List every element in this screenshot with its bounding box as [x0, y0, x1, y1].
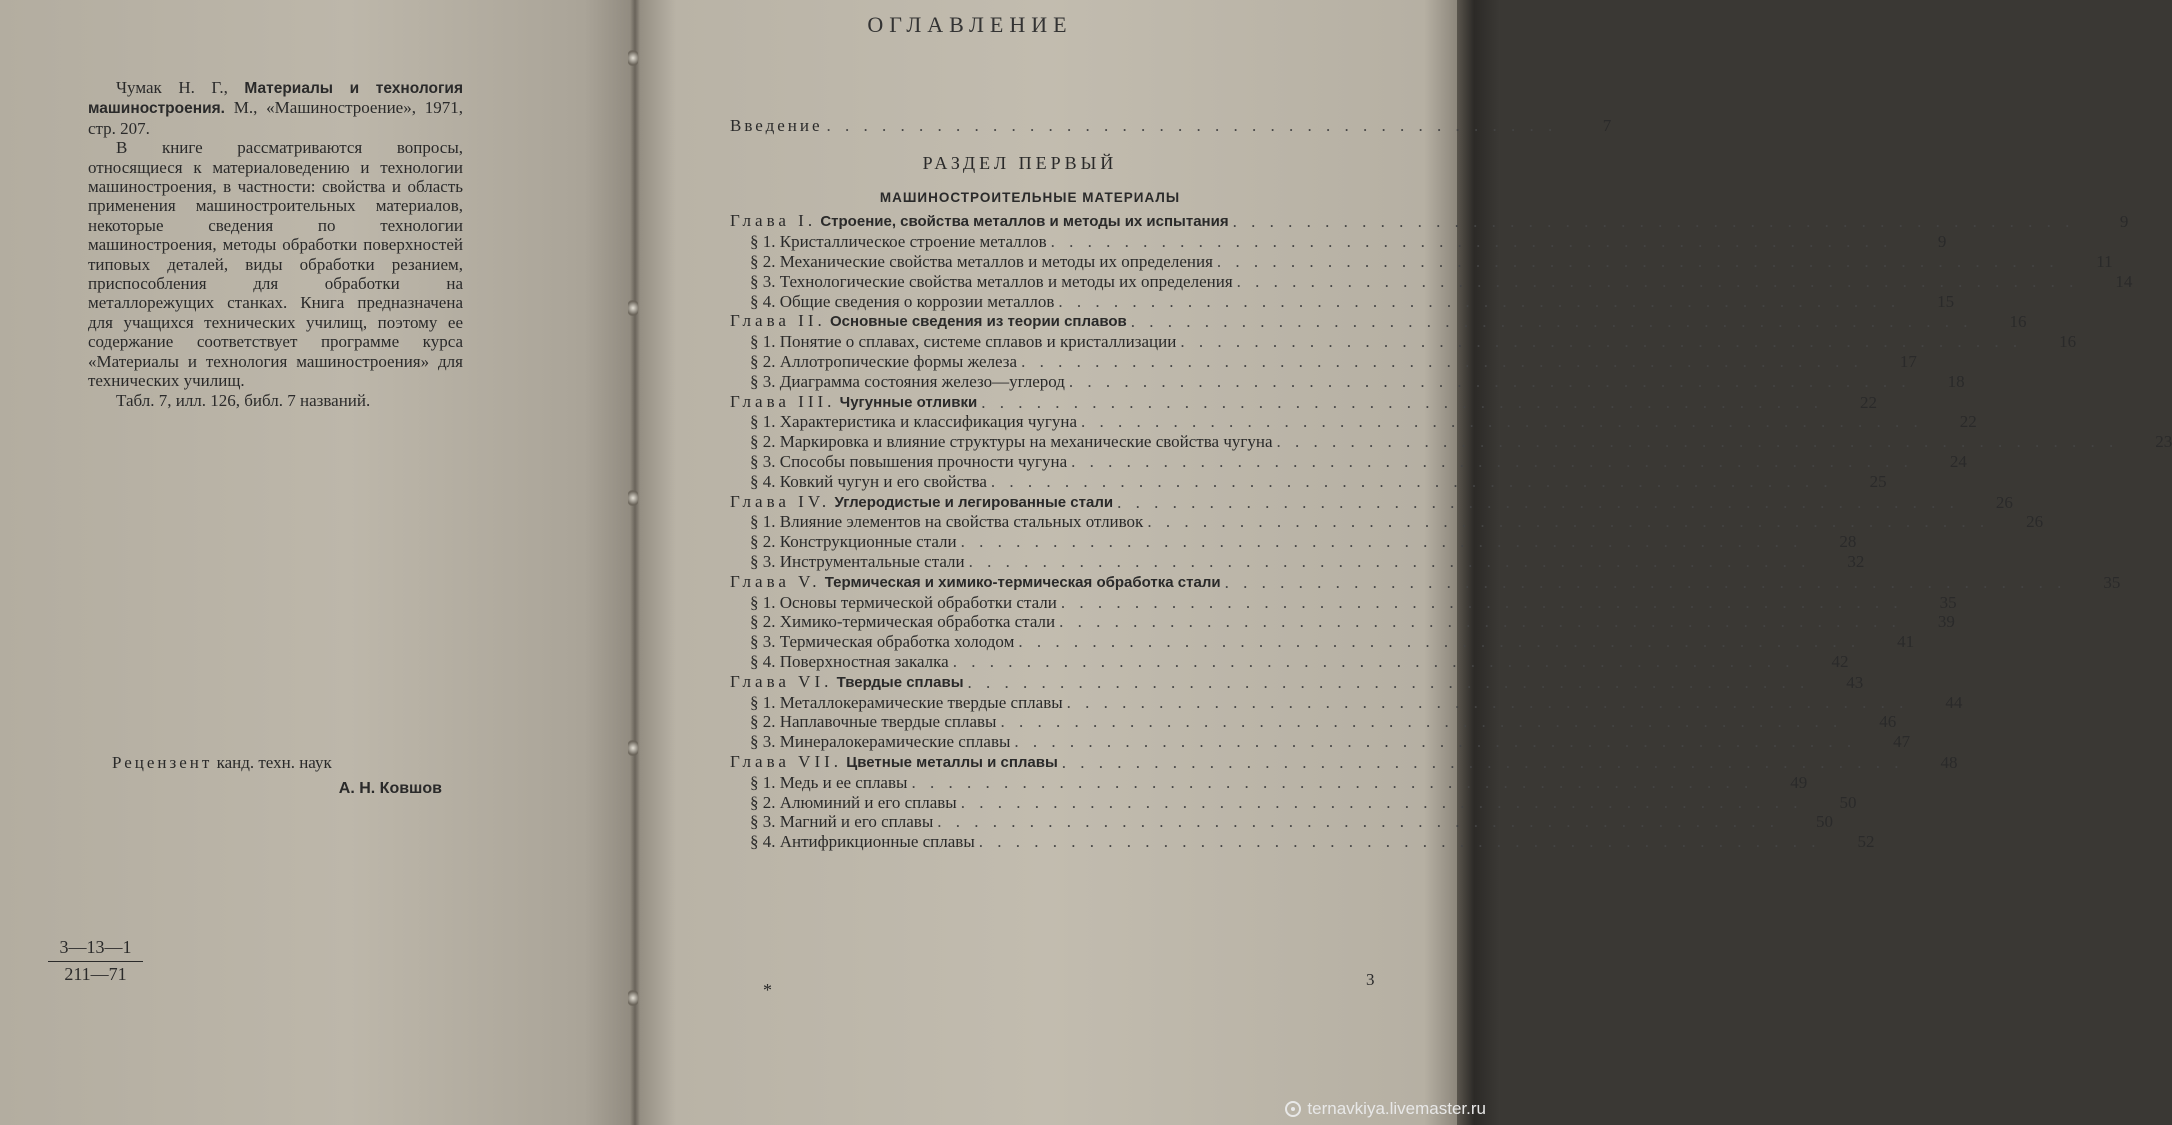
toc-section-text: [750, 232, 1047, 252]
toc-section-title: Общие сведения о коррозии металлов: [779, 291, 1055, 311]
toc-section-title: Магний и его сплавы: [779, 812, 934, 832]
toc-section-num: § 3.: [750, 632, 776, 652]
leader-dots: . . . . . . . . . . . . . . . . . . . . . . . . . . . . . . . . . . . . . . . . . . . . . .: [1276, 432, 2119, 452]
toc-section-page: 17: [1899, 351, 1917, 371]
leader-dots: . . . . . . . . . . . . . . . . . . . . . . . . . . . . . . . . . . . . . . . . . . . . . .: [1059, 612, 1901, 632]
toc-section-num: § 2.: [750, 792, 776, 812]
toc-chapter-title: Строение, свойства металлов и методы их испытания: [820, 213, 1229, 231]
toc-section-num: § 2.: [750, 432, 776, 452]
toc-section-num: § 3.: [750, 551, 776, 571]
toc-section-row: [730, 792, 1857, 813]
toc-section-row: [730, 512, 2044, 532]
toc-section-num: § 4.: [750, 471, 776, 491]
reviewer-name: А. Н. Ковшов: [338, 780, 442, 797]
toc-section-row: [730, 432, 2172, 452]
toc-chapter-title: Твердые сплавы: [836, 673, 964, 691]
toc-section-page: 47: [1893, 732, 1911, 752]
toc-section-num: § 3.: [750, 271, 776, 291]
toc-section-title: Инструментальные стали: [779, 551, 965, 571]
toc-section-row: [730, 451, 1967, 472]
catalog-code: [48, 935, 143, 986]
toc-section-num: § 3.: [750, 732, 776, 752]
toc-section-page: 42: [1831, 651, 1849, 671]
leader-dots: . . . . . . . . . . . . . . . . . . . . . . . . . . . . . . . . . . . . . . . . . . . . . .: [1018, 632, 1861, 652]
toc-section-row: [730, 632, 1915, 652]
toc-section-num: § 3.: [750, 451, 776, 471]
abstract-title: Материалы и технология машиностроения.: [88, 80, 463, 118]
leader-dots: . . . . . . . . . . . . . . . . . . . . . . . . . . . . . . . . . . . . . . . . . . . . . .: [1071, 451, 1913, 471]
toc-section-page: 49: [1790, 772, 1808, 792]
toc-section-page: 22: [1959, 412, 1977, 432]
leader-dots: . . . . . . . . . . . . . . . . . . . . . . . . . . . . . . . . . . . . . . . .: [826, 116, 1558, 135]
toc-section-row: [730, 471, 1887, 492]
leader-dots: . . . . . . . . . . . . . . . . . . . . . . . . . . . . . . . . . . . . . . . . . . . . . .: [952, 651, 1795, 671]
toc-chapter-text: [730, 311, 1127, 332]
reviewer-label: Рецензент: [112, 753, 213, 772]
toc-section-page: 26: [2026, 512, 2044, 532]
toc-chapter-page: 35: [2103, 572, 2121, 592]
toc-section-row: [730, 291, 1955, 312]
toc-section-text: [750, 812, 933, 832]
toc-section-page: 50: [1816, 812, 1833, 832]
toc-section-row: [730, 712, 1897, 732]
toc-section-page: 41: [1897, 632, 1915, 652]
toc-chapter-row: [730, 571, 2121, 593]
toc-intro-page: 7: [1602, 116, 1612, 135]
toc-section-row: [730, 812, 1833, 832]
toc-section-text: [750, 632, 1014, 652]
toc-section-page: 46: [1879, 712, 1897, 732]
toc-section-text: [750, 652, 949, 672]
toc-section-page: 32: [1847, 551, 1865, 571]
page-number: 3: [1366, 970, 1375, 989]
toc-section-text: [750, 272, 1233, 292]
leader-dots: . . . . . . . . . . . . . . . . . . . . . . . . . . . . . . . . . . . . . . . . . . . . . .: [1000, 712, 1843, 732]
toc-section-page: 50: [1839, 792, 1857, 812]
toc-section-row: [730, 532, 1857, 552]
toc-chapter-label: Глава III.: [730, 391, 836, 411]
toc-section-text: [750, 593, 1057, 613]
toc-section-row: [730, 612, 1955, 632]
toc-chapter-label: Глава VII.: [730, 751, 843, 771]
table-of-contents: [730, 116, 2172, 852]
toc-chapter-row: [730, 391, 1877, 413]
toc-section-text: [750, 252, 1213, 272]
toc-section-text: [750, 332, 1176, 352]
bibliographic-abstract: [88, 78, 463, 410]
toc-title: ОГЛАВЛЕНИЕ: [867, 12, 1073, 37]
toc-section-row: [730, 692, 1963, 713]
toc-section-page: 23: [2155, 432, 2172, 452]
leader-dots: . . . . . . . . . . . . . . . . . . . . . . . . . . . . . . . . . . . . . . . . . . . . . .: [981, 392, 1823, 412]
toc-chapter-row: [730, 671, 1864, 693]
toc-section-page: 11: [2096, 251, 2113, 271]
leader-dots: . . . . . . . . . . . . . . . . . . . . . . . . . . . . . . . . . . . . . . . . . . . . . .: [1061, 752, 1904, 772]
toc-section-row: [730, 251, 2113, 272]
toc-section-page: 16: [2059, 332, 2077, 352]
toc-section-page: 9: [1937, 232, 1947, 252]
toc-section-title: Характеристика и классификация чугуна: [779, 412, 1078, 432]
toc-section-page: 24: [1949, 451, 1967, 471]
toc-section-text: [750, 612, 1055, 632]
toc-section-num: § 2.: [750, 612, 776, 632]
binding-stitch: [628, 490, 638, 506]
toc-section-row: [730, 232, 1947, 252]
toc-chapter-text: [730, 211, 1229, 232]
leader-dots: . . . . . . . . . . . . . . . . . . . . . . . . . . . . . . . . . . . . . . . . . . . . . .: [960, 792, 1803, 812]
leader-dots: . . . . . . . . . . . . . . . . . . . . . . . . . . . . . . . . . . . . . . . . . . . . . .: [1014, 732, 1857, 752]
toc-section-row: [730, 371, 1965, 392]
toc-section-page: 18: [1947, 371, 1965, 391]
toc-chapter-label: Глава IV.: [730, 491, 831, 511]
toc-section-text: [750, 512, 1143, 532]
toc-section-num: § 2.: [750, 251, 776, 271]
toc-chapter-page: 48: [1940, 752, 1958, 772]
watermark-text: ternavkiya.livemaster.ru: [1307, 1099, 1486, 1118]
toc-section-page: 25: [1869, 471, 1887, 491]
toc-section-text: [750, 472, 987, 492]
toc-section-num: § 4.: [750, 291, 776, 311]
toc-section-title: Антифрикционные сплавы: [779, 832, 975, 852]
toc-section-row: [730, 832, 1875, 852]
toc-section-row: [730, 351, 1917, 372]
toc-section-row: [730, 271, 2133, 292]
toc-section-title: Медь и ее сплавы: [779, 772, 908, 792]
toc-section-text: [750, 372, 1065, 392]
leader-dots: . . . . . . . . . . . . . . . . . . . . . . . . . . . . . . . . . . . . . . . . . . . . . .: [1021, 351, 1863, 371]
toc-section-text: [750, 432, 1273, 452]
toc-section-title: Основы термической обработки стали: [779, 592, 1057, 612]
toc-section-text: [750, 793, 957, 813]
toc-chapter-label: Глава V.: [730, 571, 821, 591]
toc-section-num: § 4.: [750, 651, 776, 671]
toc-section-row: [730, 332, 2077, 352]
toc-section-row: [730, 551, 1865, 572]
toc-chapter-row: [730, 491, 2013, 513]
leader-dots: . . . . . . . . . . . . . . . . . . . . . . . . . . . . . . . . . . . . . . . . . . . . . .: [1147, 512, 1990, 532]
toc-section-num: § 4.: [750, 832, 776, 852]
catalog-code-bottom: 211—71: [64, 964, 127, 984]
toc-section-title: Термическая обработка холодом: [779, 632, 1015, 652]
toc-chapter-title: Цветные металлы и сплавы: [846, 753, 1058, 771]
toc-section-page: 15: [1937, 291, 1955, 311]
toc-section-title: Кристаллическое строение металлов: [779, 232, 1047, 252]
toc-chapter-text: [730, 752, 1058, 773]
toc-section-title: Способы повышения прочности чугуна: [779, 451, 1068, 471]
abstract-publisher: М., «Машиностроение», 1971, стр. 207.: [88, 98, 464, 138]
leader-dots: . . . . . . . . . . . . . . . . . . . . . . . . . . . . . . . . . . . . . . . . . . . . . .: [937, 812, 1779, 832]
toc-section-title: Алюминий и его сплавы: [779, 792, 957, 812]
leader-dots: . . . . . . . . . . . . . . . . . . . . . . . . . . . . . . . . . . . . . . . . . . . . . .: [911, 772, 1754, 792]
toc-chapter-page: 9: [2119, 212, 2129, 232]
binding-stitch: [628, 50, 638, 66]
toc-chapter-page: 26: [1995, 492, 2013, 512]
toc-section-title: Технологические свойства металлов и методы их определения: [779, 271, 1233, 291]
leader-dots: . . . . . . . . . . . . . . . . . . . . . . . . . . . . . . . . . . . . . . . . . . . . . .: [1130, 312, 1973, 332]
leader-dots: . . . . . . . . . . . . . . . . . . . . . . . . . . . . . . . . . . . . . . . . . . . . . .: [967, 672, 1810, 692]
toc-chapter-row: [730, 751, 1958, 773]
toc-section-text: [750, 352, 1017, 372]
binding-stitch: [628, 300, 638, 316]
toc-chapter-title: Чугунные отливки: [839, 393, 978, 411]
leader-dots: . . . . . . . . . . . . . . . . . . . . . . . . . . . . . . . . . . . . . . . . . . . . . .: [1058, 291, 1901, 311]
toc-chapters: [730, 211, 2172, 852]
toc-section-num: § 3.: [750, 812, 776, 832]
toc-section-page: 14: [2115, 271, 2133, 291]
leader-dots: . . . . . . . . . . . . . . . . . . . . . . . . . . . . . . . . . . . . . . . . . . . . . .: [1224, 572, 2067, 592]
toc-section-text: [750, 292, 1054, 312]
leader-dots: . . . . . . . . . . . . . . . . . . . . . . . . . . . . . . . . . . . . . . . . . . . . . .: [1236, 271, 2079, 291]
toc-section-num: § 1.: [750, 592, 776, 612]
toc-section-text: [750, 452, 1067, 472]
toc-section-num: § 2.: [750, 712, 776, 732]
toc-chapter-title: Термическая и химико-термическая обработка стали: [824, 573, 1221, 591]
watermark: [1285, 1099, 1486, 1119]
section-title: МАШИНОСТРОИТЕЛЬНЫЕ МАТЕРИАЛЫ: [879, 189, 1181, 205]
toc-chapter-text: [730, 572, 1221, 593]
toc-chapter-row: [730, 211, 2129, 232]
toc-chapter-label: Глава I.: [730, 211, 817, 231]
toc-chapter-row: [730, 311, 2027, 332]
toc-section-text: [750, 412, 1077, 432]
toc-chapter-page: 16: [2009, 312, 2027, 332]
toc-section-text: [750, 532, 957, 552]
abstract-body: В книге рассматриваются вопросы, относящиеся к материаловедению и технологии машиностроения, в частности: свойства и область применения машиностроительных материалов, некоторые сведения по технологии машиностроения, методы обработки поверхностей типовых деталей, виды обработки резанием, приспособления для обработки на металлорежущих станках. Книга предназначена для учащихся технических училищ, поэтому ее содержание соответствует программе курса «Материалы и технология машиностроения» для технических училищ.: [88, 138, 463, 391]
toc-section-text: [750, 832, 975, 852]
toc-chapter-title: Основные сведения из теории сплавов: [830, 313, 1127, 331]
toc-chapter-page: 22: [1859, 392, 1877, 412]
toc-section-title: Металлокерамические твердые сплавы: [779, 692, 1063, 712]
toc-chapter-text: [730, 492, 1113, 513]
leader-dots: . . . . . . . . . . . . . . . . . . . . . . . . . . . . . . . . . . . . . . . . . . . . . .: [990, 471, 1833, 491]
leader-dots: . . . . . . . . . . . . . . . . . . . . . . . . . . . . . . . . . . . . . . . . . . . . . .: [1050, 232, 1893, 252]
toc-chapter-text: [730, 672, 964, 693]
toc-section-row: [730, 412, 1977, 432]
toc-section-text: [750, 773, 907, 793]
toc-section-title: Аллотропические формы железа: [779, 351, 1018, 371]
leader-dots: . . . . . . . . . . . . . . . . . . . . . . . . . . . . . . . . . . . . . . . . . . . . . .: [1216, 251, 2059, 271]
leader-dots: . . . . . . . . . . . . . . . . . . . . . . . . . . . . . . . . . . . . . . . . . . . . . .: [1081, 412, 1923, 432]
binding-stitch: [628, 740, 638, 756]
toc-section-row: [730, 732, 1911, 752]
toc-section-text: [750, 712, 996, 732]
toc-chapter-label: Глава II.: [730, 311, 826, 331]
toc-section-title: Ковкий чугун и его свойства: [779, 471, 987, 491]
leader-dots: . . . . . . . . . . . . . . . . . . . . . . . . . . . . . . . . . . . . . . . . . . . . . .: [1180, 332, 2023, 352]
toc-section-title: Минералокерамические сплавы: [779, 732, 1011, 752]
toc-intro-row: [730, 116, 1612, 136]
section-label: РАЗДЕЛ ПЕРВЫЙ: [922, 152, 1118, 173]
toc-intro-label: Введение: [730, 116, 823, 135]
toc-section-title: Химико-термическая обработка стали: [779, 612, 1056, 632]
leader-dots: . . . . . . . . . . . . . . . . . . . . . . . . . . . . . . . . . . . . . . . . . . . . . .: [1060, 592, 1903, 612]
toc-section-title: Диаграмма состояния железо—углерод: [779, 371, 1065, 391]
abstract-author: Чумак Н. Г.,: [116, 78, 228, 97]
leader-dots: . . . . . . . . . . . . . . . . . . . . . . . . . . . . . . . . . . . . . . . . . . . . . .: [1232, 212, 2075, 232]
toc-chapter-title: Углеродистые и легированные стали: [834, 493, 1114, 511]
leader-dots: . . . . . . . . . . . . . . . . . . . . . . . . . . . . . . . . . . . . . . . . . . . . . .: [968, 551, 1811, 571]
toc-section-num: § 2.: [750, 351, 776, 371]
flower-icon: [1285, 1101, 1301, 1117]
toc-section-text: [750, 552, 965, 572]
leader-dots: . . . . . . . . . . . . . . . . . . . . . . . . . . . . . . . . . . . . . . . . . . . . . .: [1066, 692, 1909, 712]
toc-section-title: Маркировка и влияние структуры на механические свойства чугуна: [779, 432, 1273, 452]
toc-section-text: [750, 693, 1063, 713]
toc-section-num: § 1.: [750, 692, 776, 712]
toc-section-num: § 1.: [750, 772, 776, 792]
toc-section-text: [750, 732, 1010, 752]
toc-section-page: 28: [1839, 532, 1857, 552]
toc-section-title: Наплавочные твердые сплавы: [779, 712, 997, 732]
toc-section-row: [730, 651, 1849, 672]
toc-section-page: 39: [1937, 612, 1955, 632]
toc-section-title: Конструкционные стали: [779, 532, 957, 552]
toc-section-num: § 1.: [750, 332, 776, 352]
toc-section-row: [730, 592, 1957, 613]
toc-chapter-page: 43: [1846, 672, 1864, 692]
toc-section-page: 44: [1945, 692, 1963, 712]
toc-section-title: Механические свойства металлов и методы их определения: [779, 251, 1213, 271]
toc-section-title: Поверхностная закалка: [779, 651, 949, 671]
reviewer-block: [112, 750, 442, 802]
abstract-stats: Табл. 7, илл. 126, библ. 7 названий.: [116, 390, 371, 410]
toc-section-page: 52: [1857, 832, 1875, 852]
toc-section-title: Влияние элементов на свойства стальных отливок: [779, 512, 1144, 532]
binding-stitch: [628, 990, 638, 1006]
toc-section-num: § 2.: [750, 532, 776, 552]
leader-dots: . . . . . . . . . . . . . . . . . . . . . . . . . . . . . . . . . . . . . . . . . . . . . .: [1117, 492, 1959, 512]
footer-asterisk: *: [763, 980, 772, 1000]
catalog-code-top: 3—13—1: [48, 935, 143, 962]
reviewer-degree: канд. техн. наук: [216, 753, 332, 772]
book-gutter: [630, 0, 640, 1125]
leader-dots: . . . . . . . . . . . . . . . . . . . . . . . . . . . . . . . . . . . . . . . . . . . . . .: [978, 832, 1821, 852]
toc-section-num: § 1.: [750, 512, 776, 532]
toc-chapter-label: Глава VI.: [730, 671, 833, 691]
toc-section-num: § 1.: [750, 412, 776, 432]
toc-section-title: Понятие о сплавах, системе сплавов и кристаллизации: [779, 332, 1177, 352]
leader-dots: . . . . . . . . . . . . . . . . . . . . . . . . . . . . . . . . . . . . . . . . . . . . . .: [960, 532, 1803, 552]
leader-dots: . . . . . . . . . . . . . . . . . . . . . . . . . . . . . . . . . . . . . . . . . . . . . .: [1068, 371, 1911, 391]
toc-section-row: [730, 772, 1808, 793]
toc-chapter-text: [730, 392, 977, 413]
toc-section-page: 35: [1939, 592, 1957, 612]
toc-section-num: § 1.: [750, 232, 776, 252]
toc-section-num: § 3.: [750, 371, 776, 391]
